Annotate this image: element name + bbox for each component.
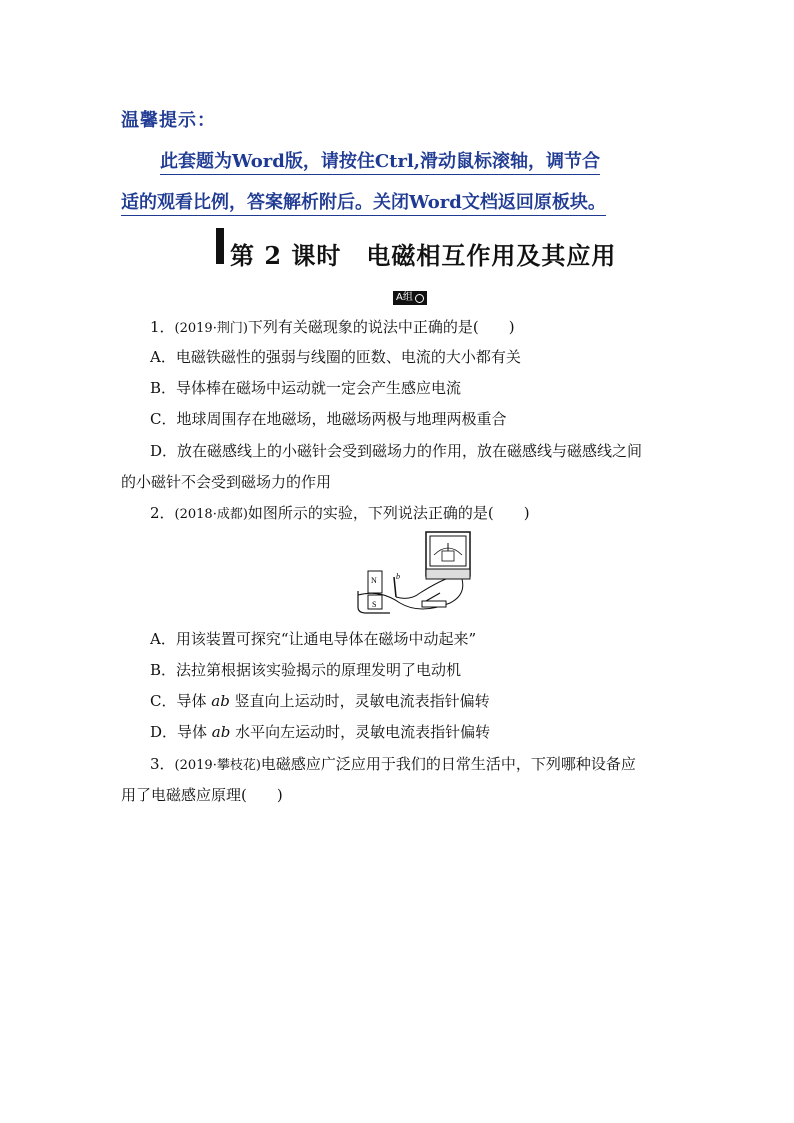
option-d-text: 水平向左运动时，灵敏电流表指针偏转 (230, 723, 491, 741)
question-1 (150, 317, 515, 339)
lesson-title: 第 2 课时 电磁相互作用及其应用 (230, 241, 617, 270)
tip-line-1: 此套题为Word版，请按住Ctrl,滑动鼠标滚轴，调节合 (160, 147, 600, 175)
experiment-figure (350, 531, 472, 619)
option-c-text: 竖直向上运动时，灵敏电流表指针偏转 (229, 692, 490, 710)
question-1-option-c: C．地球周围存在地磁场，地磁场两极与地理两极重合 (150, 410, 507, 428)
question-1-option-a: A．电磁铁磁性的强弱与线圈的匝数、电流的大小都有关 (150, 348, 521, 366)
question-1-source: (2019·荆门) (174, 321, 248, 336)
question-2-stem: 如图所示的实验，下列说法正确的是( ) (247, 504, 530, 522)
magnifier-icon (415, 294, 424, 303)
switch-lever (426, 593, 440, 601)
question-3-number: 3． (150, 755, 175, 773)
option-c-prefix: C．导体 (150, 692, 212, 710)
question-1-option-d: D．放在磁感线上的小磁针会受到磁场力的作用，放在磁感线与磁感线之间 (150, 442, 643, 460)
question-2-option-c (150, 691, 490, 711)
question-3 (150, 754, 636, 776)
question-3-source: (2019·攀枝花) (174, 758, 261, 773)
title-bar-decoration (216, 228, 224, 264)
magnet-s-label: S (372, 600, 377, 609)
galvanometer-base (426, 569, 470, 579)
tip-line-2: 适的观看比例，答案解析附后。关闭Word文档返回原板块。 (121, 188, 606, 216)
question-3-stem: 电磁感应广泛应用于我们的日常生活中，下列哪种设备应 (260, 755, 636, 773)
tip-title: 温馨提示： (121, 110, 216, 131)
question-2-source: (2018·成都) (174, 507, 248, 522)
question-2-number: 2． (150, 504, 175, 522)
question-2-option-a: A．用该装置可探究“让通电导体在磁场中动起来” (150, 630, 477, 648)
group-badge (393, 291, 427, 305)
question-1-option-d-continued: 的小磁针不会受到磁场力的作用 (121, 473, 332, 491)
galvanometer-center (442, 551, 454, 561)
option-c-variable: ab (211, 692, 230, 710)
question-2-option-d (150, 722, 490, 742)
magnet-n-label: N (371, 576, 377, 585)
label-b: b (396, 572, 400, 581)
group-badge-label: A组 (396, 292, 413, 303)
option-d-variable: ab (211, 723, 231, 741)
wire-1 (396, 579, 446, 598)
question-1-stem: 下列有关磁现象的说法中正确的是( ) (247, 318, 515, 336)
switch-base (422, 601, 446, 607)
question-2-option-b: B．法拉第根据该实验揭示的原理发明了电动机 (150, 661, 462, 679)
question-3-stem-continued: 用了电磁感应原理( ) (121, 786, 283, 804)
question-1-number: 1． (150, 318, 175, 336)
option-d-prefix: D．导体 (150, 723, 212, 741)
question-2 (150, 503, 530, 525)
electromagnetic-induction-diagram (350, 531, 472, 615)
question-1-option-b: B．导体棒在磁场中运动就一定会产生感应电流 (150, 379, 462, 397)
